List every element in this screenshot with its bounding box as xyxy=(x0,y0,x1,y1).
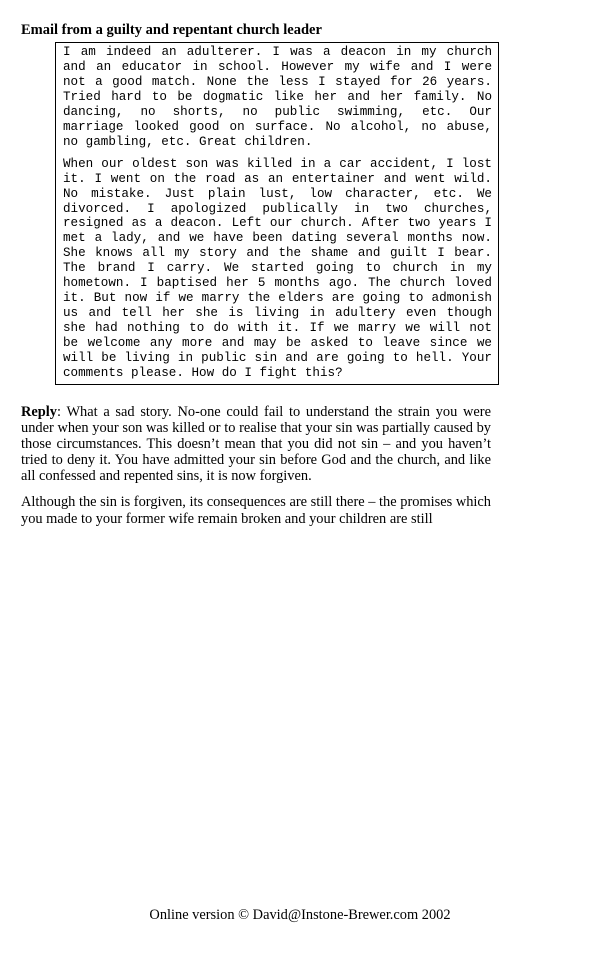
page-heading: Email from a guilty and repentant church leader xyxy=(21,22,322,38)
reply-label: Reply xyxy=(21,404,57,420)
reply-paragraph xyxy=(21,404,491,484)
email-paragraph: I am indeed an adulterer. I was a deacon in my church and an educator in school. However my wife and I were not a good match. None the less I stayed for 26 years. Tried hard to be dogmatic like her and her family. No dancing, no shorts, no public swimming, etc. Our marriage looked good on surface. No alcohol, no abuse, no gambling, etc. Great children. xyxy=(63,45,492,149)
reply-section xyxy=(21,404,491,527)
footer-credit: Online version © David@Instone-Brewer.com 2002 xyxy=(149,907,451,923)
email-paragraph: When our oldest son was killed in a car accident, I lost it. I went on the road as an entertainer and went wild. No mistake. Just plain lust, low character, etc. We divorced. I apologized publically in two churches, resigned as a deacon. Left our church. After two years I met a lady, and we have been dating several months now. She knows all my story and the shame and guilt I bear. The brand I carry. We started going to church in my hometown. I baptised her 5 months ago. The church loved it. But now if we marry the elders are going to admonish us and tell her she is living in adultery even though she had nothing to do with it. If we marry we will not be welcome any more and may be asked to leave since we will be living in public sin and are going to hell. Your comments please. How do I fight this? xyxy=(63,156,492,381)
email-box xyxy=(55,42,499,385)
reply-text: : What a sad story. No-one could fail to understand the strain you were under when your son was killed or to realise that your sin was partially caused by those circumstances. This doesn’t mean that you did not sin – and you haven’t tried to deny it. You have admitted your sin before God and the church, and like all confessed and repented sins, it is now forgiven. xyxy=(21,404,491,485)
reply-paragraph: Although the sin is forgiven, its consequences are still there – the promises which you made to your former wife remain broken and your children are still xyxy=(21,494,491,527)
